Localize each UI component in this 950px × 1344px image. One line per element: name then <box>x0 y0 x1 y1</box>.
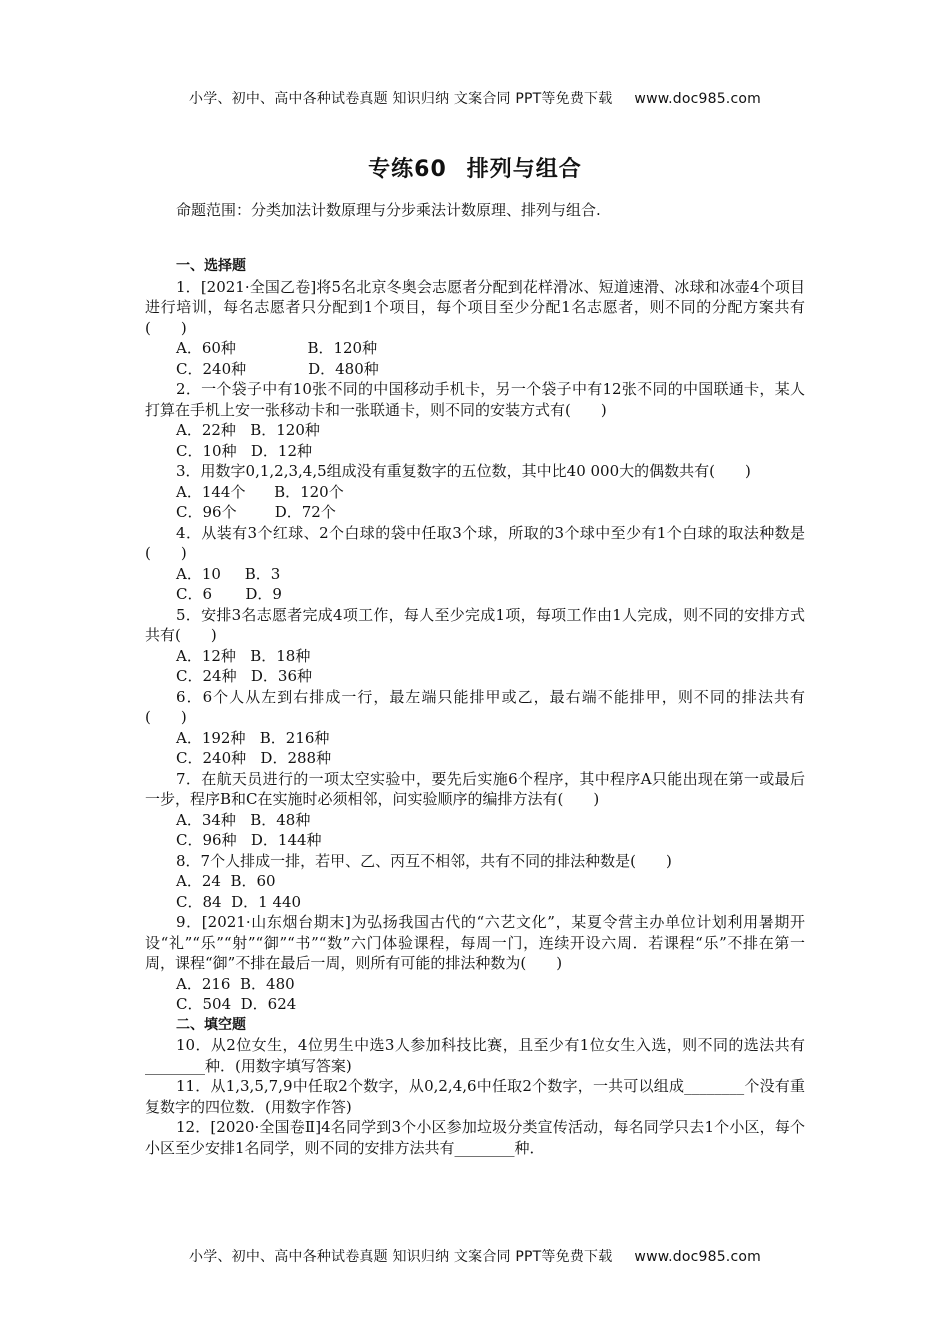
question-1-options-row-1: A．60种 B．120种 <box>176 339 378 357</box>
question-3-options-row-2: C．96个 D．72个 <box>176 503 336 521</box>
topic-scope: 命题范围：分类加法计数原理与分步乘法计数原理、排列与组合. <box>176 201 601 219</box>
question-6-options-row-1: A．192种 B．216种 <box>176 728 330 747</box>
question-body <box>145 256 805 1158</box>
question-9: 9．[2021·山东烟台期末]为弘扬我国古代的“六艺文化”，某夏令营主办单位计划利用暑期开设“礼”“乐”“射”“御”“书”“数”六门体验课程，每周一门，连续开设六周．若课程“乐”不排在第一周，课程“御”不排在最后一周，则所有可能的排法种数为( ) <box>145 913 805 972</box>
header-banner <box>0 88 950 108</box>
section-heading-fill: 二、填空题 <box>176 1016 246 1033</box>
question-10: 10．从2位女生，4位男生中选3人参加科技比赛，且至少有1位女生入选，则不同的选法共有________种．(用数字填写答案) <box>145 1036 805 1075</box>
question-8-options-row-1: A．24 B．60 <box>176 872 276 890</box>
title-number: 专练60 <box>368 157 447 182</box>
question-5-options-row-1: A．12种 B．18种 <box>176 646 311 665</box>
question-8-options-row-2: C．84 D．1 440 <box>176 892 302 911</box>
question-6: 6．6个人从左到右排成一行，最左端只能排甲或乙，最右端不能排甲，则不同的排法共有( ) <box>145 687 805 726</box>
banner-url[interactable]: www.doc985.com <box>634 91 761 107</box>
question-7-options-row-1: A．34种 B．48种 <box>176 810 311 829</box>
question-2-options-row-1: A．22种 B．120种 <box>176 421 320 439</box>
banner-text: 小学、初中、高中各种试卷真题 知识归纳 文案合同 PPT等免费下载 <box>189 91 613 107</box>
footer-banner <box>0 1246 950 1266</box>
question-4-options-row-1: A．10 B．3 <box>176 564 281 583</box>
question-7-options-row-2: C．96种 D．144种 <box>176 831 322 849</box>
question-11: 11．从1,3,5,7,9中任取2个数字，从0,2,4,6中任取2个数字，一共可以组成________个没有重复数字的四位数．(用数字作答) <box>145 1077 805 1116</box>
question-8: 8．7个人排成一排，若甲、乙、丙互不相邻，共有不同的排法种数是( ) <box>176 851 672 870</box>
question-6-options-row-2: C．240种 D．288种 <box>176 749 332 767</box>
question-12: 12．[2020·全国卷Ⅱ]4名同学到3个小区参加垃圾分类宣传活动，每名同学只去1个小区，每个小区至少安排1名同学，则不同的安排方法共有________种． <box>145 1118 805 1157</box>
question-2: 2．一个袋子中有10张不同的中国移动手机卡，另一个袋子中有12张不同的中国联通卡，某人打算在手机上安一张移动卡和一张联通卡，则不同的安装方式有( ) <box>145 380 805 419</box>
question-7: 7．在航天员进行的一项太空实验中，要先后实施6个程序，其中程序A只能出现在第一或最后一步，程序B和C在实施时必须相邻，问实验顺序的编排方法有( ) <box>145 769 805 808</box>
question-4: 4．从装有3个红球、2个白球的袋中任取3个球，所取的3个球中至少有1个白球的取法种数是( ) <box>145 523 805 562</box>
question-4-options-row-2: C．6 D．9 <box>176 585 282 603</box>
question-3-options-row-1: A．144个 B．120个 <box>176 482 344 501</box>
question-3: 3．用数字0,1,2,3,4,5组成没有重复数字的五位数，其中比40 000大的偶数共有( ) <box>176 462 751 480</box>
question-5-options-row-2: C．24种 D．36种 <box>176 667 312 685</box>
title-topic: 排列与组合 <box>466 157 582 182</box>
section-heading-choice: 一、选择题 <box>176 258 246 274</box>
question-9-options-row-1: A．216 B．480 <box>176 974 295 993</box>
question-1-options-row-2: C．240种 D．480种 <box>176 359 379 378</box>
question-1: 1．[2021·全国乙卷]将5名北京冬奥会志愿者分配到花样滑冰、短道速滑、冰球和冰壶4个项目进行培训，每名志愿者只分配到1个项目，每个项目至少分配1名志愿者，则不同的分配方案共有( ) <box>145 277 805 337</box>
question-5: 5．安排3名志愿者完成4项工作，每人至少完成1项，每项工作由1人完成，则不同的安排方式共有( ) <box>145 605 805 644</box>
footer-banner-url[interactable]: www.doc985.com <box>634 1249 761 1265</box>
question-9-options-row-2: C．504 D．624 <box>176 995 297 1013</box>
page-title <box>0 152 950 183</box>
question-2-options-row-2: C．10种 D．12种 <box>176 441 312 460</box>
footer-banner-text: 小学、初中、高中各种试卷真题 知识归纳 文案合同 PPT等免费下载 <box>189 1249 613 1265</box>
